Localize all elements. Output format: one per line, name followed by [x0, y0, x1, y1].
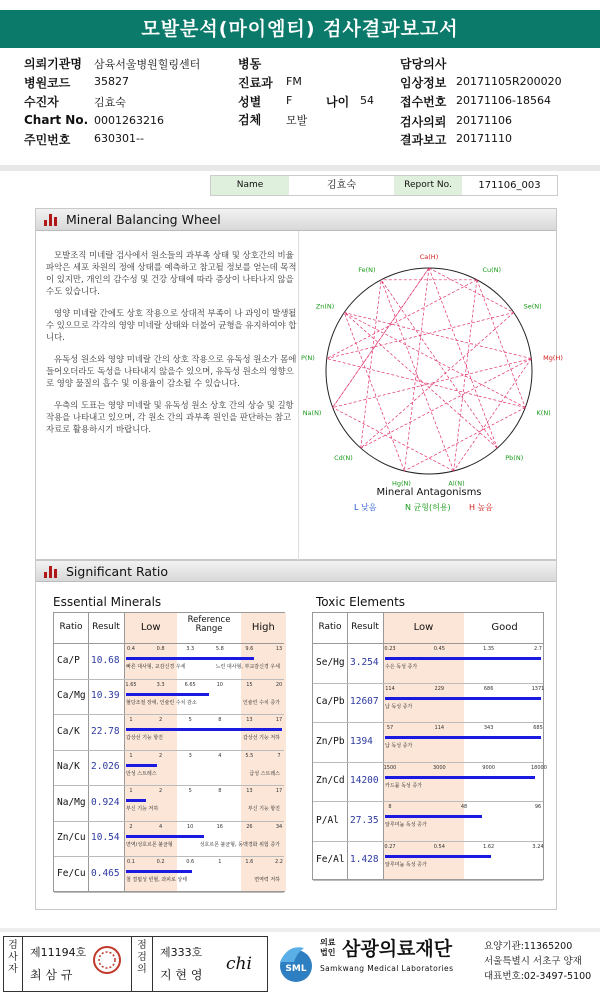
- ratio-result: 0.924: [91, 796, 120, 808]
- mbw-paragraph: 유독성 원소와 영양 미네랄 간의 상호 작용으로 유독성 원소가 몸에 들어오더라도 독성을 나타내지 않을수 있으며, 유독성 원소의 영향으로 영양 물질의 흡수 및 이용율이 감소될 수 있습니다.: [46, 354, 297, 388]
- ratio-name: Fe/Al: [316, 854, 345, 866]
- low-note: 부신 기능 저하: [126, 806, 159, 812]
- chart-label: Chart No.: [24, 113, 89, 127]
- row-divider: [313, 841, 543, 842]
- scale-tick: 8: [218, 788, 222, 794]
- scale-tick: 114: [434, 725, 445, 731]
- footer: [0, 928, 600, 1000]
- request-date-value: 20171106: [456, 114, 512, 127]
- wheel-circle: [326, 268, 532, 474]
- mbw-heading: [36, 209, 556, 231]
- low-note: 납 독성 증가: [385, 743, 413, 749]
- age-value: 54: [360, 94, 374, 107]
- low-note: 만성 스트레스: [126, 770, 157, 777]
- antagonism-line: [327, 359, 526, 408]
- col-low-header: Low: [140, 622, 161, 633]
- ratio-result: 1394: [350, 735, 373, 747]
- scale-tick: 18000: [531, 764, 547, 771]
- scale-tick: 9.6: [245, 646, 254, 652]
- scale-tick: 3: [188, 752, 192, 759]
- scale-tick: 1: [218, 859, 222, 865]
- legend-normal: N 균형(허용): [405, 503, 451, 512]
- bar-chart-icon: [44, 566, 58, 578]
- scale-tick: 1500: [383, 764, 397, 771]
- row-divider: [313, 683, 543, 684]
- ratio-name: Ca/Pb: [316, 696, 345, 708]
- mbw-title: Mineral Balancing Wheel: [66, 212, 221, 227]
- report-title: 모발분석(마이엠티) 검사결과보고서: [0, 10, 600, 48]
- ratio-result: 10.68: [91, 654, 120, 666]
- row-divider: [54, 821, 284, 822]
- scale-tick: 2: [159, 752, 163, 759]
- low-note: 알루미늄 독성 증가: [385, 861, 427, 868]
- essential-minerals-title: Essential Minerals: [53, 595, 162, 609]
- row-divider: [54, 856, 284, 857]
- scale-tick: 5.8: [215, 646, 224, 652]
- scale-tick: 0.45: [433, 646, 445, 652]
- ratio-bar: [385, 815, 482, 818]
- wheel-element-label: Pb(N): [505, 454, 524, 463]
- scale-tick: 1: [129, 788, 133, 794]
- antagonism-line: [344, 312, 497, 448]
- antagonism-line: [333, 359, 532, 408]
- scale-tick: 2: [159, 717, 163, 723]
- antagonism-line: [429, 268, 514, 312]
- scale-tick: 685: [533, 725, 543, 731]
- supervisor-name: 지 현 영: [160, 968, 203, 982]
- sml-logo-icon: [274, 940, 318, 984]
- mbw-paragraph: 모발조직 미네랄 검사에서 원소들의 과부족 상태 및 상호간의 비율 파악은 세포 차원의 정애 상태를 예측하고 참고될 정보를 얻는데 목적이 있지만, 개인의 감수성 및 건강 상태에 따라 증상이 나타나지 않을수도 있습니다.: [46, 250, 297, 296]
- antagonism-line: [327, 280, 477, 359]
- specimen-label: 검체: [238, 113, 262, 127]
- scale-tick: 1371: [531, 685, 545, 692]
- examiner-number: 제11194호: [30, 946, 87, 959]
- scale-tick: 13: [246, 788, 253, 794]
- name-strip: [210, 175, 558, 196]
- wheel-element-label: Na(N): [302, 408, 322, 417]
- ratio-result: 27.35: [350, 814, 379, 826]
- row-divider: [54, 714, 284, 715]
- clinical-info-value: 20171105R200020: [456, 75, 562, 88]
- scale-tick: 0.27: [384, 843, 396, 850]
- ratio-result: 0.465: [91, 867, 120, 879]
- hospital-code-value: 35827: [94, 75, 129, 88]
- ratio-result: 10.54: [91, 832, 120, 844]
- scale-tick: 0.54: [433, 843, 445, 850]
- clinical-info-label: 임상정보: [400, 76, 447, 90]
- sig-heading: [36, 560, 556, 582]
- low-note: 혈당조절 장애, 인슐린 수치 감소: [126, 699, 197, 706]
- scale-tick: 20: [275, 681, 283, 688]
- low-note: 철 결핍성 빈혈, 과피로 상태: [126, 877, 188, 883]
- antagonism-line: [477, 280, 525, 408]
- header-divider: [54, 643, 284, 644]
- id-label: 주민번호: [24, 133, 71, 147]
- ratio-bar: [385, 776, 535, 779]
- report-date-label: 결과보고: [400, 133, 447, 147]
- row-divider: [313, 722, 543, 723]
- signature: chi: [226, 954, 252, 974]
- mbw-paragraph: 영양 미네랄 간에도 상호 작용으로 상대적 부족이 나 과잉이 발생될 수 있으므로 각각의 영양 미네랄 상태와 더불어 균형을 유지하여야 합니다.: [46, 308, 297, 342]
- antagonism-line: [361, 359, 532, 449]
- col-result-header: Result: [351, 622, 379, 632]
- ratio-result: 1.428: [350, 854, 379, 866]
- scale-tick: 1.35: [483, 646, 495, 652]
- sex-value: F: [286, 94, 293, 107]
- ratio-bar: [126, 835, 204, 838]
- request-date-label: 검사의뢰: [400, 115, 447, 129]
- section-divider: [0, 165, 600, 171]
- ward-label: 병동: [238, 57, 262, 71]
- scale-tick: 0.8: [156, 646, 165, 652]
- row-divider: [313, 880, 543, 881]
- name-value: 김효숙: [327, 180, 356, 191]
- scale-tick: 0.2: [156, 859, 165, 865]
- ratio-name: P/Al: [316, 814, 339, 826]
- ratio-bar: [385, 657, 541, 660]
- ratio-name: Fe/Cu: [57, 867, 86, 879]
- scale-tick: 0.4: [127, 646, 135, 652]
- col-ratio-header: Ratio: [318, 622, 342, 632]
- report-no-label: Report No.: [394, 176, 462, 195]
- col-divider: [347, 613, 348, 879]
- row-divider: [313, 762, 543, 763]
- high-note: 급성 스트레스: [249, 770, 280, 777]
- low-note: 빠른 대사형, 교감신경 우세: [126, 664, 186, 670]
- sig-title: Significant Ratio: [66, 564, 169, 579]
- toxic-elements-table: [312, 612, 547, 880]
- scale-tick: 5: [188, 717, 192, 723]
- institution-label: 의뢰기관명: [24, 57, 82, 71]
- scale-tick: 5.5: [245, 752, 254, 759]
- ratio-bar: [126, 693, 209, 696]
- wheel-element-label: Se(N): [523, 302, 542, 311]
- scale-tick: 2: [159, 788, 163, 794]
- scale-tick: 3000: [432, 764, 446, 771]
- high-note: 부신 기능 항진: [247, 806, 280, 812]
- col-reference-header: Reference Range: [187, 615, 231, 634]
- org-name: 삼광의료재단: [342, 938, 453, 960]
- wheel-element-label: Al(N): [448, 479, 465, 488]
- footer-divider: [0, 928, 600, 932]
- wheel-element-label: K(N): [536, 408, 551, 417]
- scale-tick: 3.24: [532, 843, 544, 850]
- patient-label: 수진자: [24, 95, 59, 109]
- scale-tick: 17: [275, 788, 283, 794]
- scale-tick: 0.1: [127, 859, 135, 865]
- org-phone: 대표번호:02-3497-5100: [484, 971, 592, 982]
- ratio-bar: [126, 657, 254, 660]
- row-divider: [54, 679, 284, 680]
- scale-tick: 2: [129, 823, 133, 830]
- antagonism-line: [429, 268, 497, 448]
- ratio-bar: [385, 697, 541, 700]
- dept-label: 진료과: [238, 76, 273, 90]
- scale-tick: 26: [246, 823, 253, 830]
- mineral-wheel: [299, 233, 563, 553]
- scale-tick: 7: [277, 752, 281, 759]
- scale-tick: 13: [246, 717, 253, 723]
- scale-tick: 4: [159, 823, 163, 830]
- supervisor-label-text: 점 검 의: [137, 940, 147, 975]
- seal-stamp-icon: [92, 945, 122, 975]
- ratio-result: 10.39: [91, 690, 120, 702]
- scale-tick: 3.3: [156, 681, 165, 688]
- toxic-elements-title: Toxic Elements: [316, 595, 406, 609]
- scale-tick: 2.2: [275, 859, 283, 865]
- col-good-header: Good: [491, 622, 518, 633]
- wheel-element-label: P(N): [300, 354, 315, 363]
- scale-tick: 1.6: [245, 859, 254, 865]
- col-low-header: Low: [413, 622, 434, 633]
- examiner-label-text: 검 사 자: [8, 940, 18, 975]
- scale-tick: 17: [275, 717, 283, 723]
- scale-tick: 15: [246, 681, 253, 688]
- ratio-bar: [126, 764, 157, 767]
- scale-tick: 4: [218, 752, 222, 759]
- scale-tick: 96: [534, 804, 542, 810]
- scale-tick: 10: [187, 823, 194, 830]
- scale-tick: 1.65: [125, 681, 137, 688]
- id-value: 630301--: [94, 132, 144, 145]
- chart-value: 0001263216: [94, 114, 164, 127]
- scale-tick: 2.7: [534, 646, 542, 652]
- scale-tick: 34: [275, 823, 283, 830]
- ratio-name: Ca/K: [57, 725, 80, 737]
- institution-value: 삼육서울병원힐링센터: [94, 58, 201, 71]
- wheel-element-label: Fe(N): [358, 266, 376, 275]
- antagonism-line: [327, 312, 514, 358]
- row-divider: [54, 750, 284, 751]
- ratio-bar: [126, 728, 282, 731]
- scale-tick: 343: [483, 725, 494, 731]
- scale-tick: 0.6: [186, 859, 195, 865]
- scale-tick: 114: [385, 685, 395, 692]
- examiner-label: [4, 940, 22, 976]
- ratio-name: Se/Hg: [316, 656, 345, 668]
- org-type: 의료법인: [320, 938, 336, 957]
- scale-tick: 3.3: [186, 646, 195, 652]
- facility-code: 요양기관:11365200: [484, 941, 573, 952]
- ratio-result: 22.78: [91, 725, 120, 737]
- low-note: 알루미늄 독성 증가: [385, 822, 427, 828]
- low-note: 면역/성호르몬 불균형: [126, 841, 173, 848]
- logo-text: SML: [285, 964, 307, 974]
- row-divider: [54, 785, 284, 786]
- report-no-value: 171106_003: [478, 180, 541, 191]
- hospital-code-label: 병원코드: [24, 76, 71, 90]
- name-label: Name: [211, 176, 289, 195]
- org-address: 서울특별시 서초구 양재: [484, 956, 582, 967]
- wheel-element-label: Cu(N): [482, 266, 502, 275]
- scale-tick: 8: [388, 804, 392, 810]
- ratio-result: 2.026: [91, 761, 120, 773]
- ratio-name: Na/Mg: [57, 796, 86, 808]
- legend-high: H 높음: [469, 503, 494, 512]
- org-english-name: Samkwang Medical Laboratories: [320, 964, 454, 973]
- ratio-name: Ca/P: [57, 654, 80, 666]
- examiner-name: 최 삼 규: [30, 968, 73, 982]
- high-note: 갑상선 기능 저하: [243, 735, 280, 741]
- receipt-label: 접수번호: [400, 95, 447, 109]
- ratio-name: Zn/Cd: [316, 775, 345, 787]
- scale-tick: 10: [216, 681, 223, 688]
- col-divider: [383, 613, 384, 879]
- ratio-bar: [385, 855, 491, 858]
- scale-tick: 16: [216, 823, 223, 830]
- scale-tick: 8: [218, 717, 222, 723]
- scale-tick: 1.62: [483, 843, 495, 850]
- sex-label: 성별: [238, 95, 262, 109]
- low-note: 수은 독성 증가: [385, 664, 418, 670]
- col-result-header: Result: [92, 622, 120, 632]
- scale-tick: 6.65: [184, 681, 196, 688]
- dept-value: FM: [286, 75, 302, 88]
- scale-tick: 48: [460, 804, 468, 810]
- scale-tick: 686: [483, 685, 494, 692]
- ratio-result: 14200: [350, 775, 379, 787]
- low-note: 납 독성 증가: [385, 703, 413, 710]
- mbw-paragraph: 우측의 도표는 영양 미네랄 및 유독성 원소 상호 간의 상승 및 길항 작용을 나타내고 있으며, 각 원소 간의 과부족 원인을 판단하는 참고자료로 활용하시기 바랍니다.: [46, 400, 294, 434]
- antagonism-line: [381, 280, 497, 448]
- mineral-balancing-panel: [35, 208, 563, 560]
- ratio-name: Ca/Mg: [57, 690, 86, 702]
- antagonism-line: [361, 280, 381, 448]
- bar-chart-icon: [44, 214, 58, 226]
- row-divider: [54, 892, 284, 893]
- ratio-bar: [385, 736, 541, 739]
- scale-tick: 57: [386, 725, 394, 731]
- receipt-value: 20171106-18564: [456, 94, 551, 107]
- row-divider: [313, 801, 543, 802]
- ratio-result: 3.254: [350, 656, 379, 668]
- specimen-value: 모발: [286, 114, 308, 127]
- supervisor-number: 제333호: [160, 946, 203, 959]
- report-date-value: 20171110: [456, 132, 512, 145]
- ratio-result: 12607: [350, 696, 379, 708]
- wheel-element-label: Ca(H): [419, 253, 439, 261]
- antagonisms-title: Mineral Antagonisms: [376, 487, 482, 498]
- antagonism-line: [381, 280, 454, 471]
- col-high-header: High: [251, 622, 275, 633]
- low-note: 카드뮴 독성 증가: [385, 782, 422, 789]
- age-label: 나이: [326, 95, 350, 109]
- high-note: 면역력 저하: [254, 877, 280, 883]
- wheel-element-label: Mg(H): [543, 354, 563, 363]
- supervisor-label: [133, 940, 151, 976]
- header-divider: [313, 643, 543, 644]
- wheel-element-label: Cd(N): [334, 454, 353, 463]
- scale-tick: 5: [188, 788, 192, 794]
- scale-tick: 13: [275, 646, 283, 652]
- significant-ratio-panel: [35, 560, 557, 910]
- ratio-bar: [126, 870, 192, 873]
- legend-low: L 낮음: [354, 503, 377, 512]
- essential-minerals-table: [53, 612, 285, 892]
- high-note: 성호르몬 불균형, 동맥경화 위험 증가: [199, 841, 280, 848]
- wheel-element-label: Zn(N): [315, 302, 335, 311]
- doctor-label: 담당의사: [400, 57, 447, 71]
- ratio-name: Zn/Pb: [316, 735, 345, 747]
- scale-tick: 9000: [482, 764, 496, 771]
- patient-value: 김효숙: [94, 96, 126, 109]
- scale-tick: 1: [129, 752, 133, 759]
- ratio-name: Na/K: [57, 761, 80, 773]
- scale-tick: 229: [434, 685, 445, 692]
- mbw-description: [46, 249, 298, 445]
- high-note: 인슐린 수치 증가: [243, 699, 280, 706]
- col-divider: [88, 613, 89, 891]
- low-note: 갑상선 기능 항진: [126, 735, 163, 741]
- ratio-name: Zn/Cu: [57, 832, 86, 844]
- wheel-element-label: Hg(N): [392, 479, 411, 488]
- scale-tick: 1: [129, 717, 133, 723]
- scale-tick: 0.23: [384, 646, 396, 652]
- col-ratio-header: Ratio: [59, 622, 83, 632]
- high-note: 느린 대사형, 부교감신경 우세: [215, 664, 280, 670]
- ratio-bar: [126, 799, 146, 802]
